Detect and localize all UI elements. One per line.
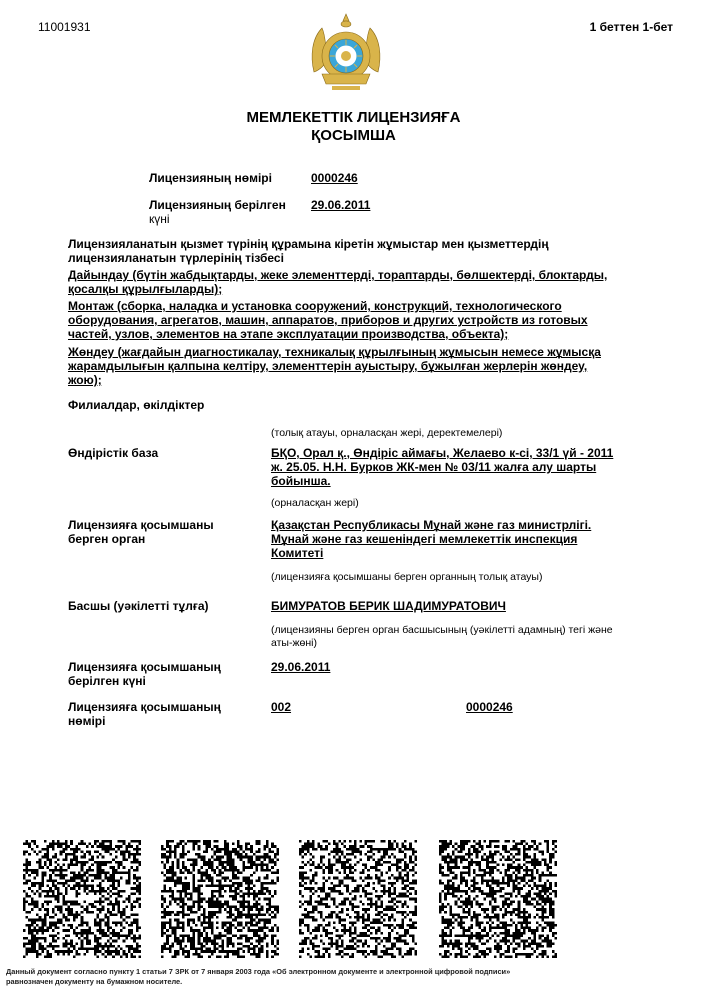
qr-code-icon xyxy=(161,840,279,958)
work-item: Дайындау (бүтін жабдықтарды, жеке элементтерді, тораптарды, бөлшектерді, блоктарды, қосалқы құрылғыларды); xyxy=(68,268,608,296)
document-number: 11001931 xyxy=(38,20,91,34)
qr-code-icon xyxy=(439,840,557,958)
page-indicator: 1 беттен 1-бет xyxy=(589,20,673,34)
appendix-number-value-1: 002 xyxy=(271,700,292,714)
document-title xyxy=(0,109,707,145)
branches-label: Филиалдар, өкілдіктер xyxy=(68,398,205,412)
work-item: Монтаж (сборка, наладка и установка сооружений, конструкций, технологического оборудования, агрегатов, машин, аппаратов, приборов и других устройств из готовых частей, узлов, элементов на этапе эксплуатации производства, объекта); xyxy=(68,299,588,341)
qr-code-icon xyxy=(23,840,141,958)
production-base-value: БҚО, Орал қ., Өндіріс аймағы, Желаево к-сі, 33/1 үй - 2011 ж. 25.05. Н.Н. Бурков ЖК-мен № 03/11 жалға алу шарты бойынша. xyxy=(271,446,614,488)
issuer-value: Қазақстан Республикасы Мұнай және газ министрлігі. Мұнай және газ кешеніндегі мемлекеттік инспекция Комитеті xyxy=(271,518,592,560)
license-number-value: 0000246 xyxy=(311,171,358,185)
license-number-label: Лицензияның нөмірі xyxy=(149,171,272,185)
appendix-number-value-2: 0000246 xyxy=(466,700,513,714)
license-date-label: Лицензияның берілген күні xyxy=(149,198,286,226)
works-heading: Лицензияланатын қызмет түрінің құрамына кіретін жұмыстар мен қызметтердің лицензияланатын түрлерінің тізбесі xyxy=(68,237,549,265)
title-line-1: МЕМЛЕКЕТТІК ЛИЦЕНЗИЯҒА xyxy=(246,109,461,126)
license-date-value: 29.06.2011 xyxy=(311,198,371,212)
appendix-date-label: Лицензияға қосымшаның берілген күні xyxy=(68,660,221,688)
head-note: (лицензияны берген орган басшысының (уәкілетті адамның) тегі және аты-жөні) xyxy=(271,624,613,649)
head-value: БИМУРАТОВ БЕРИК ШАДИМУРАТОВИЧ xyxy=(271,599,506,613)
legal-footer: Данный документ согласно пункту 1 статьи 7 ЗРК от 7 января 2003 года «Об электронном документе и электронной цифровой подписи» равнозначен документу на бумажном носителе. xyxy=(6,967,511,986)
head-label: Басшы (уәкілетті тұлға) xyxy=(68,599,209,613)
production-base-label: Өндірістік база xyxy=(68,446,159,460)
issuer-label: Лицензияға қосымшаны берген орган xyxy=(68,518,214,546)
production-base-note: (орналасқан жері) xyxy=(271,497,359,509)
qr-code-icon xyxy=(299,840,417,958)
work-item: Жөндеу (жағдайын диагностикалау, техникалық құрылғының жұмысын немесе жұмысқа жарамдылығын қалпына келтіру, элементтерін ауыстыру, бұжылған жерлерін жөндеу, жою); xyxy=(68,345,601,387)
branches-note: (толық атауы, орналасқан жері, деректемелері) xyxy=(271,427,503,439)
appendix-date-value: 29.06.2011 xyxy=(271,660,331,674)
appendix-number-label: Лицензияға қосымшаның нөмірі xyxy=(68,700,221,728)
state-emblem-icon xyxy=(308,12,384,94)
title-line-2: ҚОСЫМША xyxy=(311,127,396,144)
issuer-note: (лицензияға қосымшаны берген органның толық атауы) xyxy=(271,571,543,583)
